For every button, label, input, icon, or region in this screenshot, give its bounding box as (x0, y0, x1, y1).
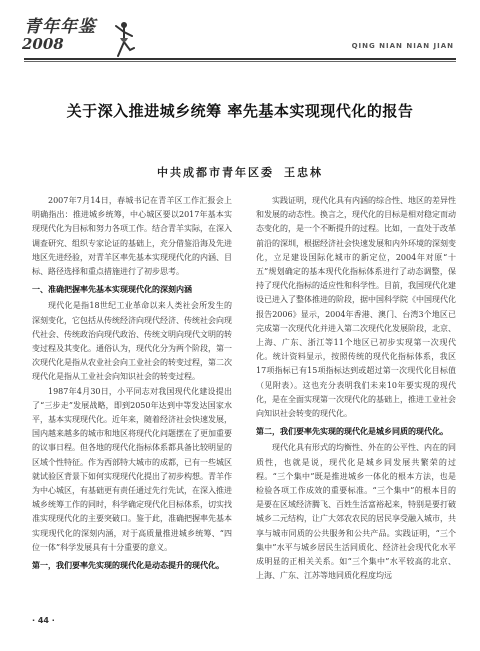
right-column (256, 194, 456, 583)
dancer-icon (112, 20, 136, 60)
brand-logo (24, 18, 96, 52)
header-rule (24, 58, 456, 60)
byline-org: 中共成都市青年区委 (157, 166, 274, 179)
left-column (32, 194, 232, 575)
section-label: QING NIAN NIAN JIAN (351, 42, 454, 50)
header-rule-thin (24, 61, 456, 62)
byline-author: 王忠林 (284, 166, 323, 179)
section-heading: 第二，我们要率先实现的现代化是城乡同质的现代化。 (256, 427, 448, 437)
paragraph: 现代化具有形式的均衡性、外在的公平性、内在的同质性，也就是说，现代化是城乡同发展共繁荣的过程。“三个集中”既是推进城乡一体化的根本方法，也是检验各项工作成效的重要标准。“三个集中”的根本目的是要在区域经济腾飞、百姓生活富裕起来，特别是要打破城乡二元结构，让广大郊农农民的居民享受融入城市，共享与城市同质的公共服务和公共产品。实践证明，“三个集中”水平与城乡居民生活同质化、经济社会现代化水平成明显的正相关关系。如“三个集中”水平较高的北京、上海、广东、江苏等地同质化程度均远 (256, 443, 456, 581)
article-title: 关于深入推进城乡统筹 率先基本实现现代化的报告 (66, 102, 414, 120)
section-heading: 一、准确把握率先基本实现现代化的深刻内涵 (32, 285, 192, 295)
paragraph: 2007年7月14日，春城书记在青羊区工作汇报会上明确指出：推进城乡统筹，中心城区要以2017年基本实现现代化为目标和努力各项工作。结合青羊实际，在深入调查研究、组织专家论证的基础上，充分借鉴沿海及先进地区先进经验，对青羊区率先基本实现现代化的内涵、目标、路径选择和重点措施进行了初步思考。 (32, 196, 232, 277)
page-number: · 44 · (32, 616, 55, 625)
byline (0, 164, 480, 180)
paragraph: 1987年4月30日，小平同志对我国现代化建设提出了“三步走”发展战略，即到2050年达到中等发达国家水平，基本实现现代化。近年来，随着经济社会快速发展，国内越来越多的城市和地区将现代化问题摆在了更加重要的议事日程。但各地的现代化指标体系都具备比较明显的区域个性特征。作为西部特大城市的成都，已有一些城区就试验区背景下如何实现现代化提出了初步构想。青羊作为中心城区，有基础更有责任通过先行先试，在深入推进城乡统筹工作的同时，科学确定现代化目标体系，切实找准实现现代化的主要突破口。鉴于此，准确把握率先基本实现现代化的深刻内涵，对于高质量推进城乡统筹、“四位一体”科学发展具有十分重要的意义。 (32, 386, 232, 552)
paragraph: 现代化是指18世纪工业革命以来人类社会所发生的深刻变化，它包括从传统经济向现代经济、传统社会向现代社会、传统政治向现代政治、传统文明向现代文明的转变过程及其变化。通俗认为，现代化分为两个阶段，第一次现代化是指从农业社会向工业社会的转变过程，第二次现代化是指从工业社会向知识社会的转变过程。 (32, 301, 232, 382)
brand-year: 2008 (22, 35, 64, 53)
section-heading: 第一，我们要率先实现的现代化是动态提升的现代化。 (32, 561, 224, 571)
paragraph: 实践证明，现代化具有内涵的综合性、地区的差异性和发展的动态性。换言之，现代化的目标是相对稳定而动态变化的，是一个不断提升的过程。比如，一直处于改革前沿的深圳，根据经济社会快速发展和内外环境的深刻变化，立足建设国际化城市的新定位，2004年对原“十五”规划确定的基本现代化指标体系进行了动态调整，保持了现代化指标的适应性和科学性。目前，我国现代化建设已进入了整体推进的阶段，据中国科学院《中国现代化报告2006》显示，2004年香港、澳门、台湾3个地区已完成第一次现代化并进入第二次现代化发展阶段，北京、上海、广东、浙江等11个地区已初步实现第一次现代化。统计资料显示，按照传统的现代化指标体系，我区17项指标已有15项指标达到或超过第一次现代化目标值（见附表）。这也充分表明我们未来10年要实现的现代化，是在全面实现第一次现代化的基础上，推进工业社会向知识社会转变的现代化。 (256, 196, 456, 419)
brand-title: 青年年鉴 (24, 17, 96, 37)
